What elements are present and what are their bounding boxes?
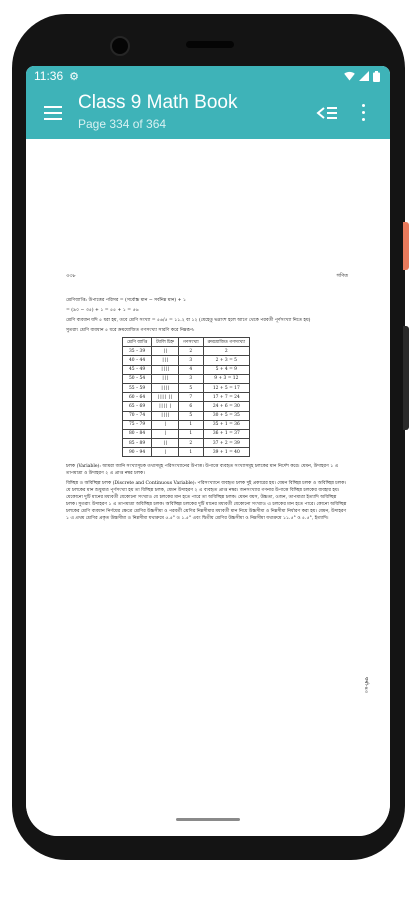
table-cell: 1 [178, 420, 203, 429]
table-cell: 70 – 74 [123, 411, 152, 420]
earpiece-speaker [186, 41, 234, 48]
table-cell: 45 – 49 [123, 365, 152, 374]
status-time: 11:36 [34, 69, 64, 83]
status-icons [344, 71, 380, 82]
table-cell: 35 + 1 = 36 [203, 420, 249, 429]
battery-icon [373, 71, 380, 82]
table-cell: || [152, 347, 179, 356]
status-bar [26, 66, 390, 86]
table-header: শ্রেণি ব্যাপ্তি [123, 338, 152, 347]
table-cell: 7 [178, 393, 203, 402]
table-cell: 39 + 1 = 40 [203, 448, 249, 457]
table-row [123, 347, 250, 356]
table-row [123, 383, 250, 392]
table-cell: 9 + 3 = 12 [203, 374, 249, 383]
table-cell: ||| [152, 356, 179, 365]
header-subject: গণিত [336, 273, 348, 279]
table-cell: |||| || [152, 393, 179, 402]
table-cell: || [152, 439, 179, 448]
table-cell: 5 [178, 411, 203, 420]
table-cell: 12 + 5 = 17 [203, 383, 249, 392]
volume-button [403, 326, 409, 430]
table-cell: ||| [152, 374, 179, 383]
table-row [123, 356, 250, 365]
table-cell: 4 [178, 365, 203, 374]
table-cell: 2 [178, 347, 203, 356]
frequency-table [122, 337, 250, 457]
table-cell: | [152, 429, 179, 438]
paragraph-range-calc: = (৯০ − ৩৫) + ১ = ৫৫ + ১ = ৫৬ [66, 308, 139, 313]
paragraph-table-intro: সুতরাং শ্রেণি ব্যবধান ৫ ধরে ক্রমযোজিত গণসংখ্যা সারণি করে নিম্নরূপ: [66, 328, 195, 333]
table-cell: 1 [178, 448, 203, 457]
home-indicator[interactable] [176, 818, 240, 821]
screen [26, 66, 390, 836]
table-cell: 90 – 94 [123, 448, 152, 457]
table-row [123, 411, 250, 420]
power-button [403, 222, 409, 270]
table-cell: 40 – 44 [123, 356, 152, 365]
table-cell: 36 + 1 = 37 [203, 429, 249, 438]
page-number: ৩৩৮ [66, 273, 76, 279]
paragraph-class-interval: শ্রেণি ব্যবধান যদি ৫ ধরা হয়, তবে শ্রেণি সংখ্যা = ৫৬/৫ = ১১.২ বা ১২ (যেহেতু ভগ্নাংশ হলে আগে থেকে পরবর্তী পূর্ণসংখ্যা নিতে হয়) [66, 318, 311, 323]
table-row [123, 439, 250, 448]
paragraph-range: শ্রেণিব্যাপ্তি: উপাত্তের পরিসর = (সর্বোচ্চ মান − সর্বনিম্ন মান) + ১ [66, 298, 186, 303]
page-header [66, 273, 348, 281]
table-cell: 30 + 5 = 35 [203, 411, 249, 420]
table-row [123, 420, 250, 429]
paragraph-discrete-continuous: বিচ্ছিন্ন ও অবিচ্ছিন্ন চলক (Discrete and Continuous Variable): পরিসংখ্যানে ব্যবহৃত চলক দুই প্রকারের হয়। যেমন বিচ্ছিন্ন চলক ও অবিচ্ছিন্ন চলক। যে চলকের মান শুধুমাত্র পূর্ণসংখ্যা হয় তা বিচ্ছিন্ন চলক, যেমন উদাহরণ ২ এ ব্যবহৃত প্রাপ্ত নম্বর। জনসংখ্যার গণনার উপাত্তে বিচ্ছিন্ন চলকের ব্যবহার হয়। যেকোনো দুটি মানের মধ্যবর্তী যেকোনো সংখ্যাও যে চলকের মান হতে পারে তা অবিচ্ছিন্ন চলক। যেমন বয়স, উচ্চতা, ওজন, তাপমাত্রা ইত্যাদি অবিচ্ছিন্ন চলক। সুতরাং উদাহরণ ১ এ তাপমাত্রা অবিচ্ছিন্ন চলক। অবিচ্ছিন্ন চলকের দুটি মানের মধ্যবর্তী যেকোনো সংখ্যাও এ চলকের মান হতে পারে। কোনো অবিচ্ছিন্ন চলকের শ্রেণি ব্যবধান নির্ণয়ের ক্ষেত্রে শ্রেণির উচ্চসীমা ও পরবর্তী শ্রেণির নিম্নসীমার মধ্যবর্তী মান নিয়ে উচ্চসীমা ও নিম্নসীমা নির্ধারণ করা হয়। যেমন, উদাহরণ ১ এ প্রথম শ্রেণির প্রকৃত উচ্চসীমা ও নিম্নসীমা যথাক্রমে ৫.৫° ও ১.৫° এবং দ্বিতীয় শ্রেণির উচ্চসীমা ও নিম্নসীমা যথাক্রমে ১১.৫° ও ৫.৫°, ইত্যাদি। [66, 481, 347, 522]
table-header: গণসংখ্যা [178, 338, 203, 347]
page-content [66, 273, 348, 525]
table-cell: 60 – 64 [123, 393, 152, 402]
table-row [123, 429, 250, 438]
app-title: Class 9 Math Book [78, 92, 238, 113]
table-cell: 35 – 39 [123, 347, 152, 356]
table-cell: 80 – 84 [123, 429, 152, 438]
table-cell: 3 [178, 374, 203, 383]
table-cell: 85 – 89 [123, 439, 152, 448]
table-cell: 37 + 2 = 39 [203, 439, 249, 448]
table-header: ক্রমযোজিত গণসংখ্যা [203, 338, 249, 347]
table-cell: | [152, 420, 179, 429]
table-cell: 17 + 7 = 24 [203, 393, 249, 402]
table-row [123, 393, 250, 402]
more-options-icon[interactable] [360, 104, 366, 122]
table-cell: |||| [152, 383, 179, 392]
table-row [123, 448, 250, 457]
table-cell: 2 [203, 347, 249, 356]
table-cell: 50 – 54 [123, 374, 152, 383]
paragraph-variable: চলক (Variable): আমরা জানি সংখ্যাসূচক তথ্যসমূহ পরিসংখ্যানের উপাত্ত। উপাত্তে ব্যবহৃত সংখ্যাসমূহ চলকের মান নির্দেশ করে। যেমন, উদাহরণ ১ এ তাপমাত্রা ও উদাহরণ ২ এ প্রাপ্ত নম্বর চলক। [66, 464, 339, 477]
table-cell: 55 – 59 [123, 383, 152, 392]
table-of-contents-icon[interactable] [316, 104, 338, 122]
pdf-page[interactable] [26, 139, 390, 836]
table-cell: 65 – 69 [123, 402, 152, 411]
table-cell: 6 [178, 402, 203, 411]
table-cell: 3 [178, 356, 203, 365]
table-cell: 2 + 3 = 5 [203, 356, 249, 365]
table-cell: 2 [178, 439, 203, 448]
signal-icon [359, 71, 369, 81]
margin-note: ফর্মা-৪৩ [363, 677, 369, 694]
table-cell: |||| [152, 411, 179, 420]
app-bar [26, 86, 390, 139]
menu-icon[interactable] [44, 106, 62, 120]
table-cell: 1 [178, 429, 203, 438]
table-row [123, 402, 250, 411]
table-row [123, 365, 250, 374]
table-cell: |||| [152, 365, 179, 374]
settings-gear-icon: ⚙ [69, 70, 80, 83]
front-camera [110, 36, 130, 56]
table-cell: 24 + 6 = 30 [203, 402, 249, 411]
table-cell: 5 + 4 = 9 [203, 365, 249, 374]
table-cell: 5 [178, 383, 203, 392]
table-row [123, 374, 250, 383]
table-header: ট্যালি চিহ্ন [152, 338, 179, 347]
table-cell: 75 – 79 [123, 420, 152, 429]
page-indicator: Page 334 of 364 [78, 117, 167, 131]
table-cell: |||| | [152, 402, 179, 411]
table-cell: | [152, 448, 179, 457]
wifi-icon [344, 71, 355, 81]
